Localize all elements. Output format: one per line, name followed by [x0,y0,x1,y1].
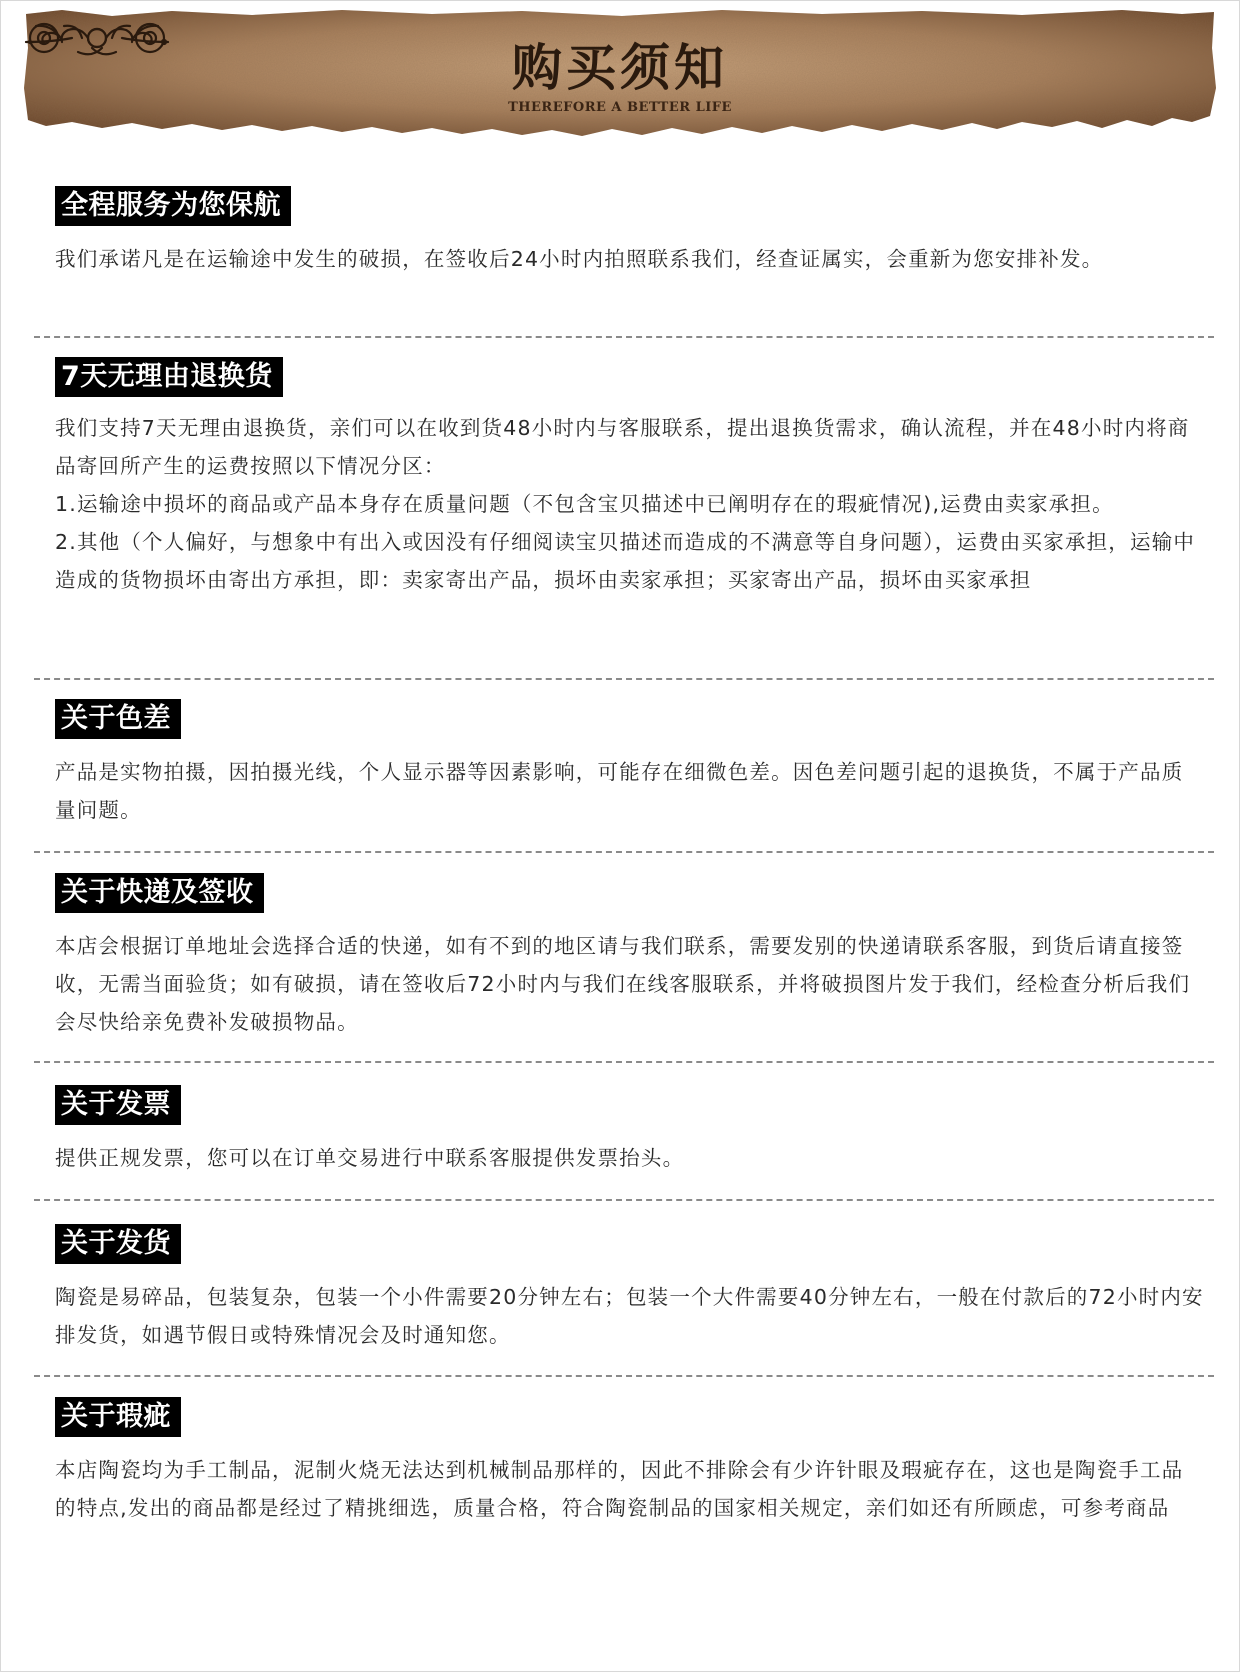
dashed-divider [34,1199,1214,1201]
section-paragraph: 我们承诺凡是在运输途中发生的破损，在签收后24小时内拍照联系我们，经查证属实，会重新为您安排补发。 [55,247,1104,271]
section-flaws [55,1397,1205,1527]
section-heading: 关于发票 [55,1085,181,1125]
section-paragraph: 提供正规发票，您可以在订单交易进行中联系客服提供发票抬头。 [55,1146,685,1170]
section-heading: 关于瑕疵 [55,1397,181,1437]
section-heading: 全程服务为您保航 [55,186,291,226]
section-seven-day-return [55,357,1205,599]
section-paragraph: 本店陶瓷均为手工制品，泥制火烧无法达到机械制品那样的，因此不排除会有少许针眼及瑕疵存在，这也是陶瓷手工品的特点,发出的商品都是经过了精挑细选，质量合格，符合陶瓷制品的国家相关规定，亲们如还有所顾虑，可参考商品 [55,1458,1184,1520]
section-heading: 关于发货 [55,1224,181,1264]
dashed-divider [34,336,1214,338]
dashed-divider [34,678,1214,680]
dashed-divider [34,1375,1214,1377]
section-paragraph: 我们支持7天无理由退换货，亲们可以在收到货48小时内与客服联系，提出退换货需求，确认流程，并在48小时内将商品寄回所产生的运费按照以下情况分区： [55,416,1190,478]
dashed-divider [34,851,1214,853]
section-color-difference [55,699,1205,829]
section-heading: 关于快递及签收 [55,873,264,913]
section-paragraph: 本店会根据订单地址会选择合适的快递，如有不到的地区请与我们联系，需要发别的快递请联系客服，到货后请直接签收，无需当面验货；如有破损，请在签收后72小时内与我们在线客服联系，并将破损图片发于我们，经检查分析后我们会尽快给亲免费补发破损物品。 [55,934,1191,1034]
section-paragraph: 陶瓷是易碎品，包装复杂，包装一个小件需要20分钟左右；包装一个大件需要40分钟左右，一般在付款后的72小时内安排发货，如遇节假日或特殊情况会及时通知您。 [55,1285,1204,1347]
section-paragraph: 1.运输途中损坏的商品或产品本身存在质量问题（不包含宝贝描述中已阐明存在的瑕疵情况),运费由卖家承担。 [55,492,1114,516]
section-paragraph: 产品是实物拍摄，因拍摄光线，个人显示器等因素影响，可能存在细微色差。因色差问题引起的退换货，不属于产品质量问题。 [55,760,1184,822]
header-banner [22,8,1218,140]
banner-subtitle: THEREFORE A BETTER LIFE [508,100,732,115]
section-invoice [55,1085,1205,1177]
section-heading: 7天无理由退换货 [55,357,283,397]
section-heading: 关于色差 [55,699,181,739]
banner-title: 购买须知 [512,38,728,97]
section-service-guarantee [55,186,1205,278]
section-delivery-signing [55,873,1205,1041]
section-paragraph: 2.其他（个人偏好，与想象中有出入或因没有仔细阅读宝贝描述而造成的不满意等自身问题），运费由买家承担，运输中造成的货物损坏由寄出方承担，即：卖家寄出产品，损坏由卖家承担；买家寄出产品，损坏由买家承担 [55,530,1196,592]
dashed-divider [34,1061,1214,1063]
section-shipping [55,1224,1205,1354]
